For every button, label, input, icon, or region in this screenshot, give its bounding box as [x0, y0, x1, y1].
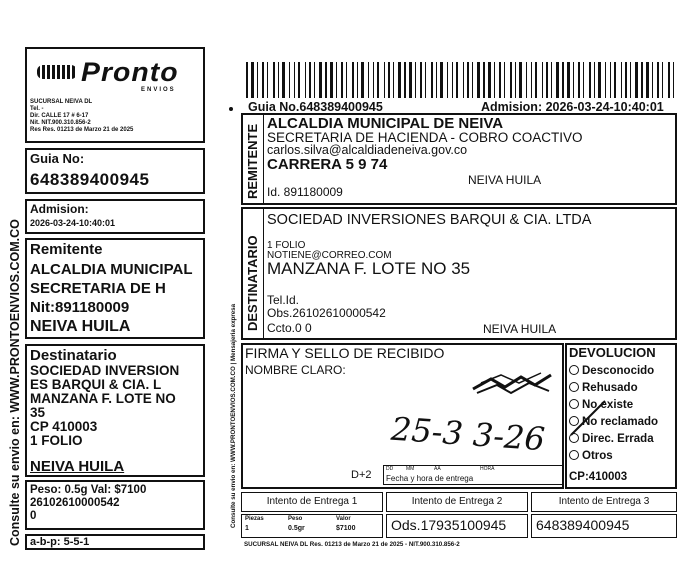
barcode-bar	[388, 62, 390, 98]
date-dd-header: DD	[386, 466, 394, 472]
barcode-bar	[452, 62, 453, 98]
date-grid	[383, 465, 563, 485]
recipient-name: SOCIEDAD INVERSIONES BARQUI & CIA. LTDA	[267, 212, 592, 228]
option-label: Direc. Errada	[582, 433, 654, 445]
piezas-value: 1	[245, 525, 249, 532]
barcode-bar	[440, 62, 443, 98]
sender-id: Id. 891180009	[267, 185, 343, 199]
right-vertical-text: Consulte su envio en: WWW.PRONTOENVIOS.COM.CO | Mensajeria expresa	[230, 303, 237, 528]
barcode-bar	[625, 62, 627, 98]
barcode-bar	[262, 62, 264, 98]
barcode-bar	[361, 62, 364, 98]
sender-address: CARRERA 5 9 74	[267, 156, 388, 173]
barcode-bar	[519, 62, 522, 98]
fecha-caption: Fecha y hora de entrega	[386, 474, 474, 483]
barcode-bar	[652, 62, 653, 98]
barcode-bar	[415, 62, 416, 98]
remitente-heading: Remitente	[30, 241, 103, 258]
branch-line: Nit. NIT.900.310.856-2	[30, 120, 91, 126]
barcode-bar	[614, 62, 616, 98]
barcode-bar	[330, 62, 333, 98]
intento-3: Intento de Entrega 3	[531, 492, 677, 512]
remitente-box	[241, 113, 677, 205]
footer-text: SUCURSAL NEIVA DL Res. 01213 de Marzo 21 de 2025 - NIT.900.310.856-2	[244, 541, 460, 548]
branch-box	[25, 47, 205, 143]
recipient-telid: Tel.Id.	[267, 293, 300, 307]
cp-code: CP:410003	[569, 471, 628, 483]
devolucion-title: DEVOLUCION	[569, 345, 656, 360]
left-side-text: Consulte su envio en: WWW.PRONTOENVIOS.COM.CO	[8, 219, 22, 546]
destinatario-city: NEIVA HUILA	[30, 458, 125, 475]
obs-line: 26102610000542	[30, 497, 120, 509]
barcode-bar	[578, 62, 580, 98]
branch-line: Tel. -	[30, 106, 44, 112]
admision-line: Admision: 2026-03-24-10:40:01	[481, 100, 664, 114]
option-label: Otros	[582, 450, 613, 462]
barcode-bar	[662, 62, 663, 98]
zero-line: 0	[30, 510, 37, 522]
recipient-folio: 1 FOLIO	[267, 240, 306, 251]
barcode-bar	[499, 62, 501, 98]
recipient-email: NOTIENE@CORREO.COM	[267, 250, 392, 261]
piezas-box	[241, 514, 383, 538]
devolucion-option[interactable]	[569, 363, 658, 380]
logo-text: Pronto	[81, 57, 179, 87]
barcode-bar	[630, 62, 631, 98]
barcode-bar	[305, 62, 306, 98]
signature-scribble	[471, 371, 553, 397]
barcode-bar	[515, 62, 516, 98]
logo-swoosh-icon	[37, 65, 77, 79]
barcode-bar	[425, 62, 426, 98]
barcode-bar	[472, 62, 473, 98]
barcode-bar	[377, 62, 379, 98]
barcode-bar	[325, 62, 327, 98]
barcode-bar	[447, 62, 448, 98]
remitente-city: NEIVA HUILA	[30, 318, 131, 335]
guia-number-box: 648389400945	[531, 514, 677, 538]
pronto-logo	[33, 59, 201, 95]
barcode-bar	[510, 62, 512, 98]
barcode-bar	[357, 62, 358, 98]
destinatario-box	[241, 207, 677, 340]
peso-value: 0.5gr	[288, 525, 305, 532]
intento-2: Intento de Entrega 2	[386, 492, 528, 512]
destinatario-tag-cell	[243, 209, 264, 338]
barcode-bar	[278, 62, 279, 98]
barcode-bar	[526, 62, 527, 98]
d2-label: D+2	[351, 469, 372, 481]
remitente-line: ALCALDIA MUNICIPAL	[30, 261, 193, 278]
barcode-bar	[436, 62, 437, 98]
barcode-bar	[298, 62, 300, 98]
barcode-bar	[319, 62, 322, 98]
barcode-bar	[494, 62, 495, 98]
destinatario-line: 35	[30, 405, 46, 420]
radio-circle-icon	[569, 382, 579, 392]
admision-label: Admision:	[30, 202, 89, 216]
nombre-claro-label: NOMBRE CLARO:	[245, 363, 346, 377]
barcode-bar	[314, 62, 315, 98]
barcode-bar	[309, 62, 311, 98]
barcode-bar	[467, 62, 469, 98]
barcode-bar	[384, 62, 385, 98]
sender-name: ALCALDIA MUNICIPAL DE NEIVA	[267, 115, 504, 132]
peso-line: Peso: 0.5g Val: $7100	[30, 484, 147, 496]
option-label: No existe	[582, 399, 634, 411]
destinatario-tag: DESTINATARIO	[245, 235, 260, 331]
sender-dept: SECRETARIA DE HACIENDA - COBRO COACTIVO	[267, 130, 583, 145]
recipient-city: NEIVA HUILA	[483, 322, 557, 336]
guia-line: Guia No.648389400945	[248, 100, 383, 114]
barcode-bar	[393, 62, 394, 98]
date-aa-header: AA	[434, 466, 441, 472]
recipient-ccto: Ccto.0 0	[267, 321, 312, 335]
pen-stroke	[567, 399, 607, 439]
radio-circle-icon	[569, 450, 579, 460]
guia-number: 648389400945	[30, 170, 150, 189]
barcode-bar	[477, 62, 480, 98]
barcode-bar	[251, 62, 254, 98]
barcode-bar	[635, 62, 638, 98]
destinatario-heading: Destinatario	[30, 347, 117, 364]
recipient-obs: Obs.26102610000542	[267, 306, 386, 320]
handwritten-date: 25-3 3-26	[389, 409, 547, 459]
guia-label: Guia No:	[30, 151, 85, 166]
barcode-bar	[282, 62, 285, 98]
barcode-bar	[294, 62, 295, 98]
remitente-tag-cell	[243, 115, 264, 203]
branch-line: SUCURSAL NEIVA DL	[30, 99, 93, 105]
barcode-bar	[341, 62, 343, 98]
barcode-bar	[556, 62, 559, 98]
barcode-bar	[404, 62, 406, 98]
barcode-bar	[605, 62, 606, 98]
barcode-bar	[346, 62, 347, 98]
barcode-bar	[257, 62, 258, 98]
destinatario-line: 1 FOLIO	[30, 433, 83, 448]
barcode-bar	[542, 62, 543, 98]
barcode-bar	[668, 62, 670, 98]
barcode-bar	[589, 62, 591, 98]
barcode-bar	[483, 62, 485, 98]
left-destinatario-box	[25, 344, 205, 477]
destinatario-lines	[30, 364, 179, 448]
barcode-bar	[336, 62, 337, 98]
barcode-bar	[504, 62, 505, 98]
peso-header: Peso	[288, 516, 303, 522]
destinatario-line: ES BARQUI & CIA. L	[30, 377, 162, 392]
barcode-bar	[583, 62, 584, 98]
barcode-bar	[289, 62, 290, 98]
branch-line: Res Res. 01213 de Marzo 21 de 2025	[30, 127, 134, 133]
barcode-bar	[488, 62, 491, 98]
barcode-bar	[546, 62, 548, 98]
barcode-bar	[409, 62, 412, 98]
sender-city: NEIVA HUILA	[468, 173, 542, 187]
barcode-bar	[368, 62, 369, 98]
destinatario-line: MANZANA F. LOTE NO	[30, 391, 176, 406]
barcode-bar	[456, 62, 458, 98]
barcode-bar	[246, 62, 248, 98]
destinatario-line: SOCIEDAD INVERSION	[30, 363, 180, 378]
ods-box: Ods.17935100945	[386, 514, 528, 538]
valor-value: $7100	[336, 525, 356, 532]
barcode-bar	[531, 62, 532, 98]
valor-header: Valor	[336, 516, 351, 522]
barcode-bar	[562, 62, 564, 98]
devolucion-box	[565, 343, 677, 489]
barcode-bar	[373, 62, 374, 98]
barcode-bar	[431, 62, 433, 98]
bullet-dot	[229, 107, 233, 111]
firma-title: FIRMA Y SELLO DE RECIBIDO	[245, 345, 445, 361]
barcode-bar	[594, 62, 595, 98]
route-box	[25, 534, 205, 550]
barcode-bar	[610, 62, 611, 98]
admision-value: 2026-03-24-10:40:01	[30, 218, 116, 228]
piezas-header: Piezas	[245, 516, 264, 522]
barcode-bar	[273, 62, 275, 98]
remitente-nit: Nit:891180009	[30, 299, 130, 316]
devolucion-option[interactable]	[569, 380, 658, 397]
barcode-bar	[646, 62, 649, 98]
barcode-bar	[398, 62, 401, 98]
barcode-bar	[535, 62, 537, 98]
barcode-bar	[267, 62, 268, 98]
logo-subtext: ENVIOS	[141, 87, 176, 93]
recipient-address: MANZANA F. LOTE NO 35	[267, 259, 471, 278]
barcode-bar	[463, 62, 464, 98]
remitente-line: SECRETARIA DE H	[30, 280, 166, 297]
devolucion-option[interactable]	[569, 448, 658, 465]
barcode-bar	[551, 62, 552, 98]
option-label: No reclamado	[582, 416, 659, 428]
barcode-bar	[420, 62, 422, 98]
destinatario-line: CP 410003	[30, 419, 98, 434]
barcode-bar	[598, 62, 601, 98]
barcode	[246, 62, 676, 98]
date-hora-header: HORA	[480, 466, 495, 472]
barcode-bar	[657, 62, 659, 98]
radio-circle-icon	[569, 365, 579, 375]
branch-info	[30, 99, 133, 134]
guia-box	[25, 148, 205, 194]
peso-box	[25, 480, 205, 530]
remitente-tag: REMITENTE	[245, 123, 260, 199]
date-mm-header: MM	[406, 466, 415, 472]
branch-line: Dir. CALLE 17 # 6-17	[30, 113, 89, 119]
option-label: Desconocido	[582, 365, 655, 377]
barcode-bar	[621, 62, 622, 98]
option-label: Rehusado	[582, 382, 638, 394]
barcode-bar	[352, 62, 354, 98]
admision-box	[25, 199, 205, 234]
barcode-bar	[641, 62, 643, 98]
intento-1: Intento de Entrega 1	[241, 492, 383, 512]
left-remitente-box	[25, 238, 205, 339]
firma-box	[241, 343, 564, 489]
route-code: a-b-p: 5-5-1	[30, 536, 90, 548]
barcode-bar	[573, 62, 574, 98]
sender-email: carlos.silva@alcaldiadeneiva.gov.co	[267, 143, 468, 157]
barcode-bar	[673, 62, 674, 98]
barcode-bar	[567, 62, 570, 98]
